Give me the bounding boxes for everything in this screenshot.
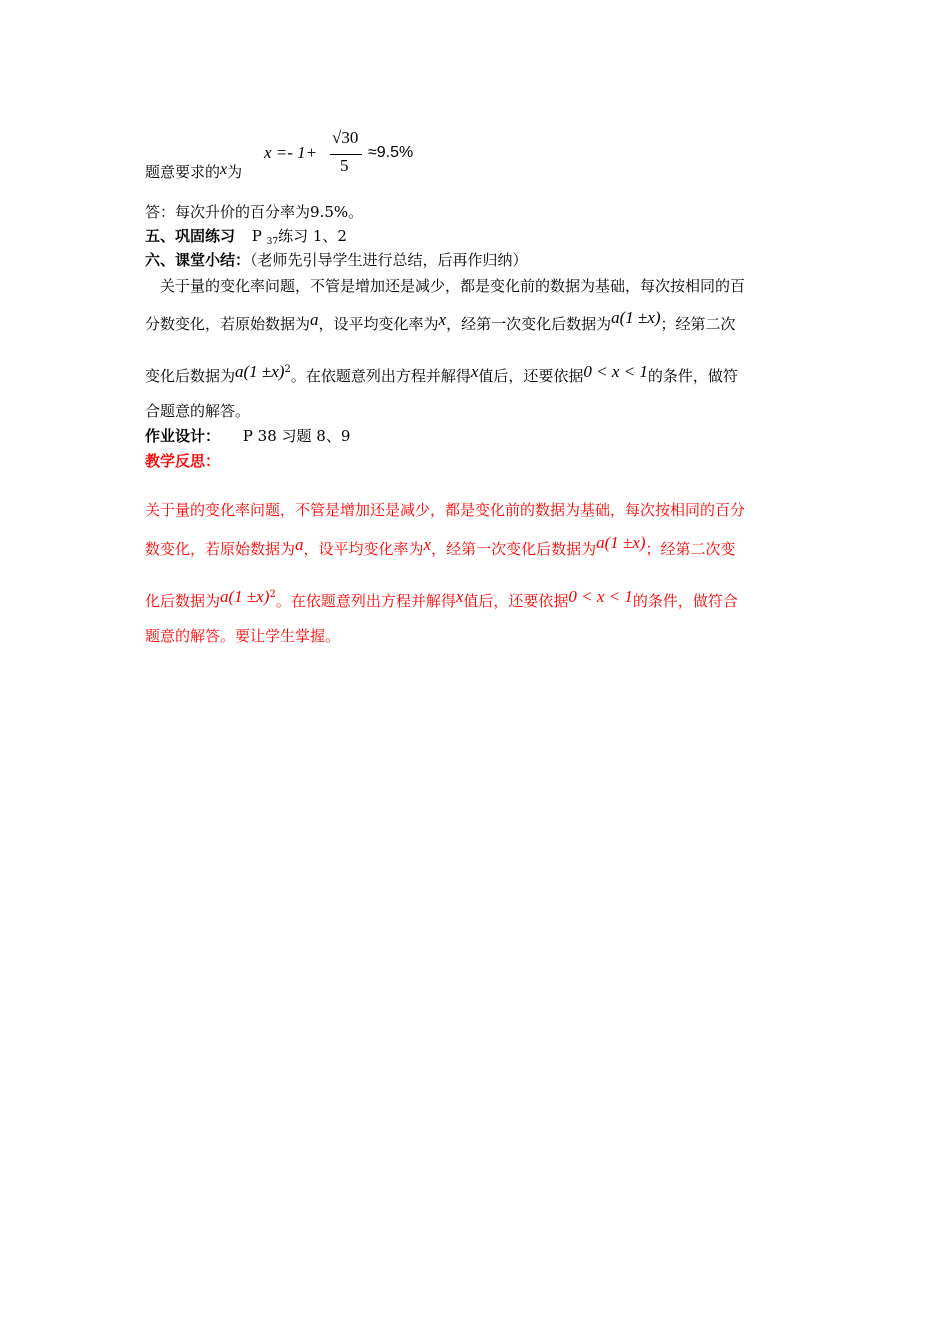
var-x: x	[438, 310, 447, 329]
section5-rest: 练习 1、2	[278, 227, 347, 245]
homework-title: 作业设计：	[145, 427, 221, 445]
fraction-denominator: 5	[340, 156, 349, 175]
homework-line	[145, 426, 350, 446]
exponent-2: 2	[284, 364, 291, 375]
fraction-bar	[330, 154, 362, 155]
section6-rest: （老师先引导学生进行总结，后再作归纳）	[250, 251, 528, 269]
solution-equation-lhs: x =- 1+	[264, 143, 318, 162]
reflection-line-1: 关于量的变化率问题，不管是增加还是减少，都是变化前的数据为基础，每次按相同的百分	[145, 501, 746, 519]
summary-line-4: 合题意的解答。	[145, 402, 251, 420]
answer-line: 答：每次升价的百分率为9.5%。	[145, 203, 364, 221]
summary-line-3: 变化后数据为$a(1 \pm x)^2$。在依题意列出方程并解得x值后，还要依据0 < x < 1的条件，做符	[145, 362, 738, 385]
summary-line-1: 关于量的变化率问题，不管是增加还是减少，都是变化前的数据为基础，每次按相同的百	[160, 277, 746, 295]
solution-line	[145, 160, 242, 182]
solution-var: x	[220, 161, 228, 178]
solution-fraction	[330, 128, 362, 180]
section5-title: 五、巩固练习	[145, 227, 236, 245]
homework-rest: P 38 习题 8、9	[242, 427, 351, 445]
section5-p: P	[251, 227, 262, 245]
section5-line	[145, 226, 347, 252]
section6-line	[145, 250, 528, 270]
fraction-numerator: √30	[332, 128, 359, 147]
reflection-line-4: 题意的解答。要让学生掌握。	[145, 627, 341, 645]
solution-suffix: 为	[227, 163, 243, 181]
expr-second-change: a(1 ±x)	[235, 362, 285, 381]
solution-approx: ≈9.5%	[368, 144, 414, 161]
summary-line-2: 分数变化，若原始数据为a，设平均变化率为x，经第一次变化后数据为a(1 ±x)；经第二次	[145, 308, 736, 333]
section5-page-sub: 37	[266, 237, 279, 247]
reflection-line-2: 数变化，若原始数据为a，设平均变化率为x，经第一次变化后数据为a(1 ±x)；经第二次变	[145, 533, 736, 558]
solution-prefix: 题意要求的	[145, 163, 221, 181]
section6-title: 六、课堂小结：	[145, 251, 251, 269]
condition: 0 < x < 1	[583, 362, 648, 381]
expr-first-change: a(1 ±x)	[611, 308, 661, 327]
reflection-line-3: 化后数据为$a(1 \pm x)^2$。在依题意列出方程并解得x值后，还要依据0 < x < 1的条件，做符合	[145, 587, 738, 610]
reflection-title: 教学反思：	[145, 452, 221, 470]
var-a: a	[310, 310, 319, 329]
